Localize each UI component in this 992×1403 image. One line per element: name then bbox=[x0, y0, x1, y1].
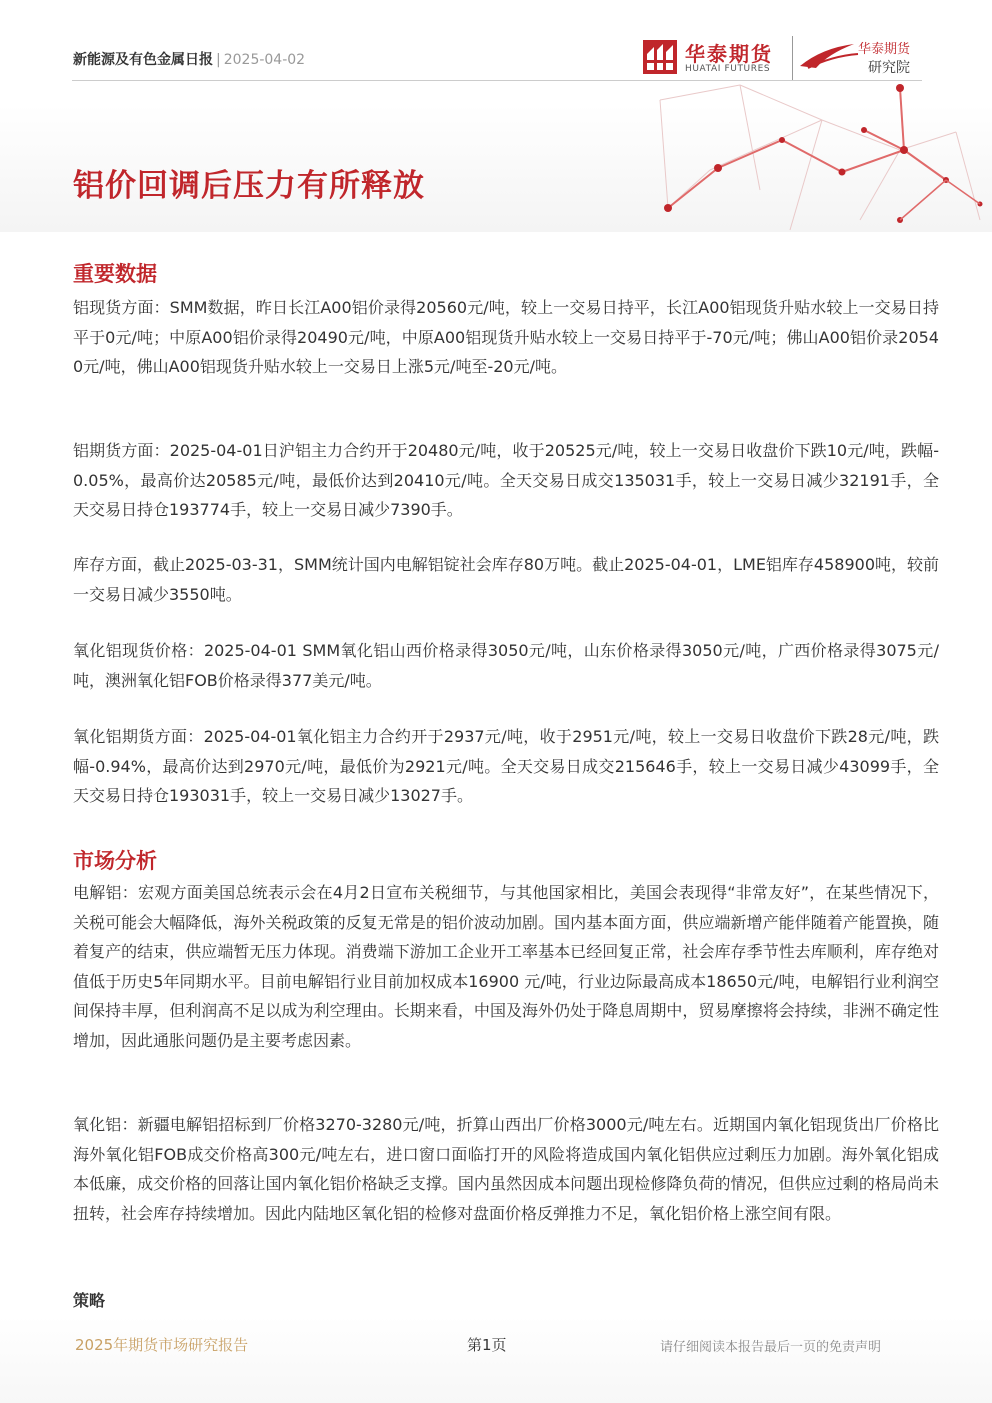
institute-name-line1: 华泰期货 bbox=[858, 42, 911, 57]
paragraph-alumina-spot: 氧化铝现货价格：2025-04-01 SMM氧化铝山西价格录得3050元/吨，山东价格录得3050元/吨，广西价格录得3075元/吨，澳洲氧化铝FOB价格录得377美元/吨。 bbox=[73, 641, 939, 690]
logo-english-name: HUATAI FUTURES bbox=[685, 64, 771, 74]
institute-swoosh-icon bbox=[798, 42, 860, 72]
report-header-line bbox=[73, 49, 305, 69]
report-name: 新能源及有色金属日报 bbox=[73, 52, 213, 68]
huatai-logo-icon bbox=[643, 40, 677, 74]
page-title: 铝价回调后压力有所释放 bbox=[73, 168, 425, 204]
footer-report-title: 2025年期货市场研究报告 bbox=[75, 1336, 249, 1354]
logo-divider bbox=[792, 36, 793, 80]
header-separator: | bbox=[216, 52, 221, 68]
footer-band bbox=[0, 1316, 992, 1403]
paragraph-electrolytic-aluminum: 电解铝：宏观方面美国总统表示会在4月2日宣布关税细节，与其他国家相比，美国会表现得“非常友好”，在某些情况下，关税可能会大幅降低，海外关税政策的反复无常是的铝价波动加剧。国内基本面方面，供应端新增产能伴随着产能置换，随着复产的结束，供应端暂无压力体现。消费端下游加工企业开工率基本已经回复正常，社会库存季节性去库顺利，库存绝对值低于历史5年同期水平。目前电解铝行业目前加权成本16900 元/吨，行业边际最高成本18650元/吨，电解铝行业利润空间保持丰厚，但利润高不足以成为利空理由。长期来看，中国及海外仍处于降息周期中，贸易摩擦将会持续，非洲不确定性增加，因此通胀问题仍是主要考虑因素。 bbox=[73, 883, 939, 1050]
logo-chinese-name: 华泰期货 bbox=[685, 42, 773, 66]
footer-page-number: 第1页 bbox=[467, 1336, 507, 1354]
section-heading-key-data: 重要数据 bbox=[73, 262, 157, 286]
paragraph-inventory: 库存方面，截止2025-03-31，SMM统计国内电解铝锭社会库存80万吨。截止2025-04-01，LME铝库存458900吨，较前一交易日减少3550吨。 bbox=[73, 555, 940, 604]
paragraph-alumina-analysis: 氧化铝：新疆电解铝招标到厂价格3270-3280元/吨，折算山西出厂价格3000元/吨左右。近期国内氧化铝现货出厂价格比海外氧化铝FOB成交价格高300元/吨左右，进口窗口面临打开的风险将造成国内氧化铝供应过剩压力加剧。海外氧化铝成本低廉，成交价格的回落让国内氧化铝价格缺乏支撑。国内虽然因成本问题出现检修降负荷的情况，但供应过剩的格局尚未扭转，社会库存持续增加。因此内陆地区氧化铝的检修对盘面价格反弹推力不足，氧化铝价格上涨空间有限。 bbox=[73, 1115, 939, 1223]
company-logo bbox=[640, 36, 930, 82]
strategy-heading: 策略 bbox=[73, 1291, 106, 1310]
paragraph-alumina-futures: 氧化铝期货方面：2025-04-01氧化铝主力合约开于2937元/吨，收于2951元/吨，较上一交易日收盘价下跌28元/吨，跌幅-0.94%，最高价达到2970元/吨，最低价为2921元/吨。全天交易日成交215646手，较上一交易日减少43099手，全天交易日持仓193031手，较上一交易日减少13027手。 bbox=[73, 727, 939, 805]
report-date: 2025-04-02 bbox=[223, 52, 306, 68]
paragraph-aluminum-futures: 铝期货方面：2025-04-01日沪铝主力合约开于20480元/吨，收于20525元/吨，较上一交易日收盘价下跌10元/吨，跌幅-0.05%，最高价达20585元/吨，最低价达到20410元/吨。全天交易日成交135031手，较上一交易日减少32191手，全天交易日持仓193774手，较上一交易日减少7390手。 bbox=[73, 441, 939, 519]
institute-name-line2: 研究院 bbox=[868, 60, 910, 76]
section-heading-market-analysis: 市场分析 bbox=[73, 849, 157, 873]
footer-disclaimer-note: 请仔细阅读本报告最后一页的免责声明 bbox=[660, 1340, 882, 1355]
geometric-network-decoration bbox=[560, 80, 992, 232]
paragraph-aluminum-spot: 铝现货方面：SMM数据，昨日长江A00铝价录得20560元/吨，较上一交易日持平，长江A00铝现货升贴水较上一交易日持平于0元/吨；中原A00铝价录得20490元/吨，中原A00铝现货升贴水较上一交易日持平于-70元/吨；佛山A00铝价录20540元/吨，佛山A00铝现货升贴水较上一交易日上涨5元/吨至-20元/吨。 bbox=[73, 298, 939, 376]
